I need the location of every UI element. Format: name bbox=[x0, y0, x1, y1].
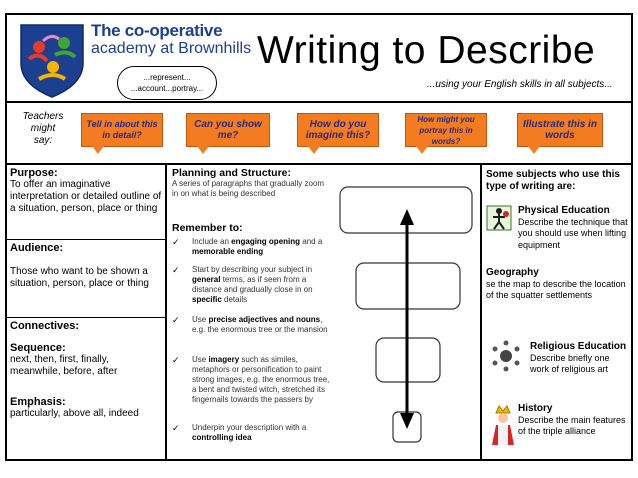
tip-item: ✓ Underpin your description with a controlling idea bbox=[172, 423, 307, 442]
sequence-text: next, then, first, finally, meanwhile, before, after bbox=[10, 354, 118, 377]
motto-line: ...account...portray... bbox=[130, 84, 204, 93]
subject-text: Describe the technique that you should use when lifting equipment bbox=[518, 216, 628, 250]
motto-line: ...represent... bbox=[143, 73, 191, 82]
speech-bubble: How do you imagine this? bbox=[297, 113, 379, 147]
subject-text: Describe the main features of the triple alliance bbox=[518, 414, 626, 436]
subject-text: se the map to describe the location of the squatter settlements bbox=[486, 278, 626, 300]
right-column bbox=[482, 165, 631, 459]
subject-pe bbox=[518, 205, 630, 251]
planning-text: A series of paragraphs that gradually zoom in on what is being described bbox=[172, 179, 325, 198]
academy-logo-icon bbox=[17, 21, 87, 99]
tip-item: ✓ Use precise adjectives and nouns, e.g. the enormous tree or the mansion bbox=[172, 315, 328, 334]
teachers-label: Teachers might say: bbox=[22, 111, 64, 146]
audience-section bbox=[7, 240, 165, 318]
tick-icon: ✓ bbox=[172, 423, 180, 433]
subject-re bbox=[530, 341, 630, 376]
speech-bubble: How might you portray this in words? bbox=[405, 113, 487, 147]
emphasis-text: particularly, above all, indeed bbox=[10, 408, 139, 419]
tip-item: ✓ Use imagery such as similes, metaphors or personification to paint strong images, e.g. the enormous tree, a bent and twisted witch, stretched its fingernails towards the passers by bbox=[172, 355, 330, 404]
speech-bubble: Tell in about this in detail? bbox=[81, 113, 163, 147]
tip-item: ✓ Include an engaging opening and a memorable ending bbox=[172, 237, 323, 256]
purpose-title: Purpose: bbox=[10, 167, 58, 179]
tick-icon: ✓ bbox=[172, 237, 180, 247]
tick-icon: ✓ bbox=[172, 265, 180, 275]
connectives-section bbox=[7, 318, 165, 458]
teachers-row bbox=[7, 103, 631, 165]
subject-text: Describe briefly one work of religious art bbox=[530, 352, 610, 374]
audience-title: Audience: bbox=[10, 242, 64, 254]
king-figure-icon bbox=[488, 403, 518, 447]
subject-history bbox=[518, 403, 630, 438]
subject-name: Physical Education bbox=[518, 205, 610, 216]
speech-bubble: Illustrate this in words bbox=[517, 113, 603, 147]
purpose-section bbox=[7, 165, 165, 240]
academy-name-line2: academy at Brownhills bbox=[91, 40, 252, 57]
middle-column bbox=[167, 165, 482, 459]
religious-symbols-icon bbox=[490, 340, 522, 372]
emphasis-title: Emphasis: bbox=[10, 396, 66, 408]
audience-text: Those who want to be shown a situation, person, place or thing bbox=[10, 266, 149, 289]
physical-education-icon bbox=[486, 205, 512, 231]
tip-item: ✓ Start by describing your subject in general terms, as if seen from a distance and gradually close in on specific details bbox=[172, 265, 313, 304]
planning-title: Planning and Structure: bbox=[172, 167, 292, 179]
worksheet bbox=[5, 13, 633, 461]
sequence-title: Sequence: bbox=[10, 342, 66, 354]
page-subtitle: ...using your English skills in all subjects... bbox=[427, 79, 613, 90]
subject-name: History bbox=[518, 403, 553, 414]
motto-bubble bbox=[117, 66, 217, 100]
purpose-text: To offer an imaginative interpretation or detailed outline of a situation, person, place or thing bbox=[10, 179, 162, 214]
subject-geography bbox=[486, 267, 628, 302]
tick-icon: ✓ bbox=[172, 315, 180, 325]
page-title: Writing to Describe bbox=[257, 29, 596, 72]
zoom-diagram bbox=[337, 175, 477, 455]
header bbox=[7, 15, 631, 103]
tick-icon: ✓ bbox=[172, 355, 180, 365]
connectives-title: Connectives: bbox=[10, 320, 80, 332]
remember-title: Remember to: bbox=[172, 222, 243, 234]
subject-name: Religious Education bbox=[530, 341, 627, 352]
subjects-heading: Some subjects who use this type of writing are: bbox=[486, 169, 620, 192]
left-column bbox=[7, 165, 167, 459]
subject-name: Geography bbox=[486, 267, 539, 278]
academy-name-line1: The co-operative bbox=[91, 21, 223, 40]
speech-bubble: Can you show me? bbox=[186, 113, 270, 147]
